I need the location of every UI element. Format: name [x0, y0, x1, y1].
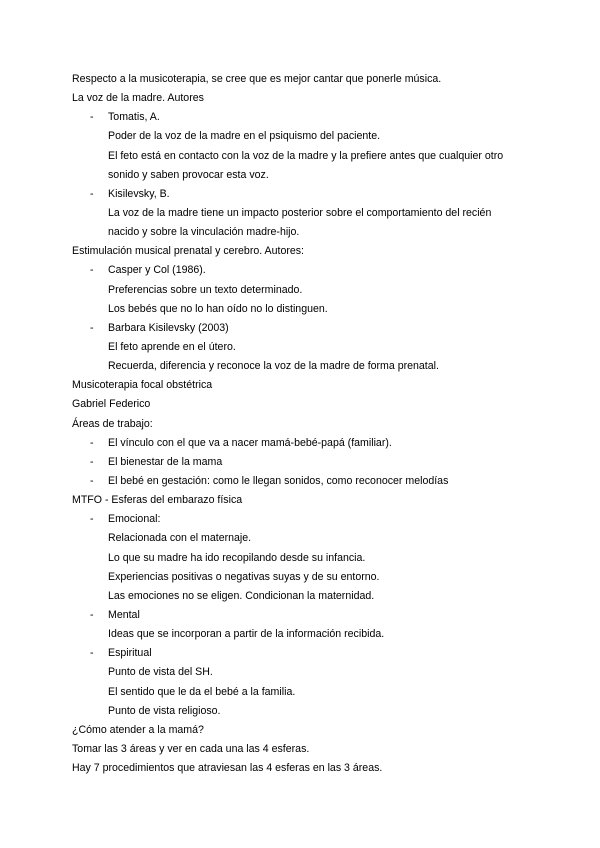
bullet-text: Mental — [108, 608, 140, 621]
text-line: MTFO - Esferas del embarazo física — [72, 494, 243, 507]
bullet-text: Emocional: — [108, 513, 161, 526]
indented-line: Ideas que se incorporan a partir de la información recibida. — [108, 628, 385, 641]
bullet-item — [72, 261, 552, 280]
indented-line: Los bebés que no lo han oído no lo distinguen. — [108, 302, 328, 315]
indented-line: Relacionada con el maternaje. — [108, 532, 252, 545]
indented-line: Poder de la voz de la madre en el psiquismo del paciente. — [108, 130, 381, 143]
bullet-text: El vínculo con el que va a nacer mamá-bebé-papá (familiar). — [108, 436, 392, 449]
bullet-item — [72, 108, 552, 127]
indented-line: Recuerda, diferencia y reconoce la voz de la madre de forma prenatal. — [108, 360, 439, 373]
text-line: Hay 7 procedimientos que atraviesan las 4 esferas en las 3 áreas. — [72, 762, 383, 775]
bullet-dash: - — [90, 608, 94, 621]
bullet-text: Casper y Col (1986). — [108, 264, 206, 277]
indented-line: Punto de vista del SH. — [108, 666, 213, 679]
text-line: Gabriel Federico — [72, 398, 151, 411]
bullet-text: Espiritual — [108, 647, 152, 660]
bullet-item — [72, 472, 552, 491]
bullet-text: Barbara Kisilevsky (2003) — [108, 321, 229, 334]
bullet-item — [72, 510, 552, 529]
bullet-dash: - — [90, 647, 94, 660]
indented-line: El feto está en contacto con la voz de la madre y la prefiere antes que cualquier otro — [108, 149, 504, 162]
bullet-item — [72, 453, 552, 472]
indented-line: sonido y saben provocar esta voz. — [108, 168, 269, 181]
text-line: Tomar las 3 áreas y ver en cada una las 4 esferas. — [72, 742, 310, 755]
text-line: ¿Cómo atender a la mamá? — [72, 723, 204, 736]
indented-line: Experiencias positivas o negativas suyas y de su entorno. — [108, 570, 380, 583]
bullet-item — [72, 319, 552, 338]
bullet-text: Kisilevsky, B. — [108, 187, 170, 200]
bullet-dash: - — [90, 111, 94, 124]
bullet-dash: - — [90, 513, 94, 526]
indented-line: El sentido que le da el bebé a la familia. — [108, 685, 296, 698]
indented-line: El feto aprende en el útero. — [108, 340, 236, 353]
indented-line: Preferencias sobre un texto determinado. — [108, 283, 303, 296]
bullet-dash: - — [90, 436, 94, 449]
text-line: Áreas de trabajo: — [72, 417, 153, 430]
indented-line: Las emociones no se eligen. Condicionan la maternidad. — [108, 589, 375, 602]
bullet-dash: - — [90, 455, 94, 468]
bullet-item — [72, 644, 552, 663]
bullet-text: El bebé en gestación: como le llegan sonidos, como reconocer melodías — [108, 474, 449, 487]
indented-line: Punto de vista religioso. — [108, 704, 221, 717]
bullet-item — [72, 606, 552, 625]
text-line: La voz de la madre. Autores — [72, 92, 204, 105]
bullet-dash: - — [90, 264, 94, 277]
bullet-dash: - — [90, 187, 94, 200]
bullet-item — [72, 185, 552, 204]
text-line: Musicoterapia focal obstétrica — [72, 379, 213, 392]
document-page — [72, 70, 552, 778]
text-line: Estimulación musical prenatal y cerebro. Autores: — [72, 245, 304, 258]
bullet-item — [72, 434, 552, 453]
text-line: Respecto a la musicoterapia, se cree que es mejor cantar que ponerle música. — [72, 73, 442, 85]
bullet-text: El bienestar de la mama — [108, 455, 223, 468]
indented-line: Lo que su madre ha ido recopilando desde su infancia. — [108, 551, 366, 564]
bullet-dash: - — [90, 321, 94, 334]
indented-line: La voz de la madre tiene un impacto posterior sobre el comportamiento del recién — [108, 206, 492, 219]
indented-line: nacido y sobre la vinculación madre-hijo. — [108, 226, 300, 239]
bullet-text: Tomatis, A. — [108, 111, 160, 124]
bullet-dash: - — [90, 474, 94, 487]
